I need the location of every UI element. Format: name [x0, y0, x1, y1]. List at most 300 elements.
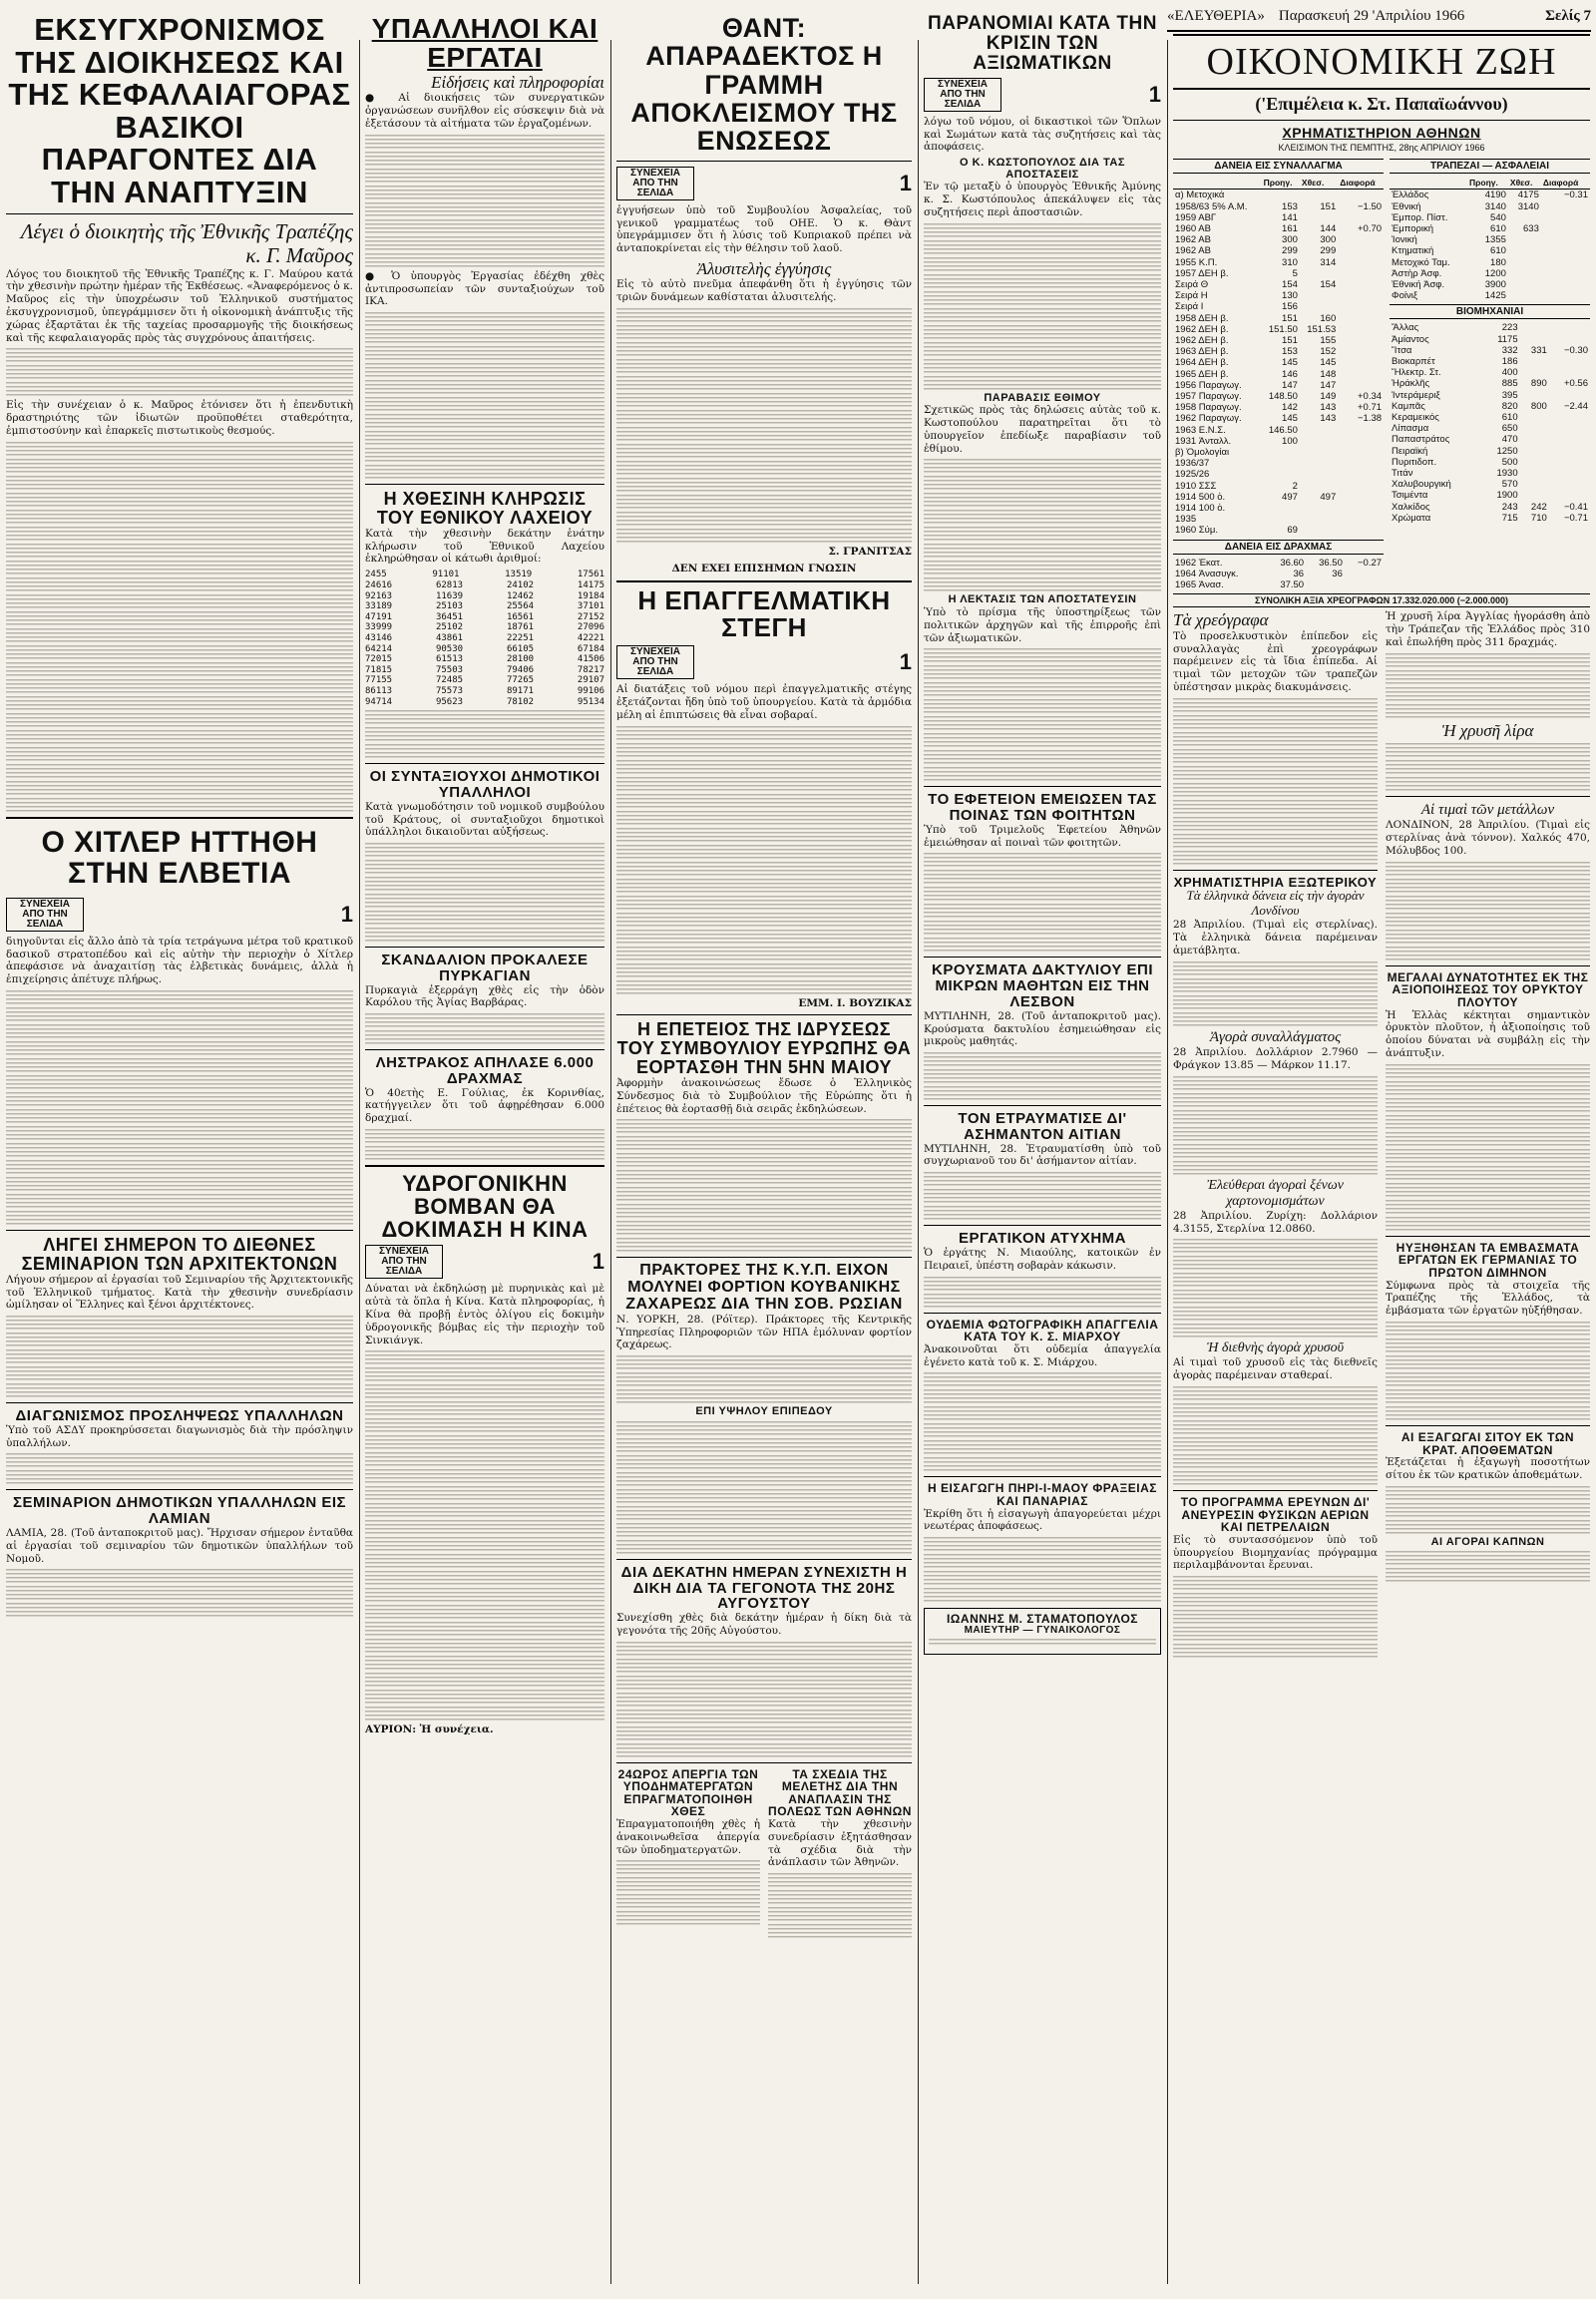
table-header: [1390, 177, 1590, 190]
price-cell: [1338, 492, 1384, 503]
continued-page: 1: [592, 1249, 604, 1275]
table-header: [1173, 177, 1384, 190]
table-row: [1390, 457, 1590, 468]
table-row: [1390, 390, 1590, 401]
lottery-number: 43861: [435, 632, 464, 643]
headline-council-europe: Η ΕΠΕΤΕΙΟΣ ΤΗΣ ΙΔΡΥΣΕΩΣ ΤΟΥ ΣΥΜΒΟΥΛΙΟΥ ΕΥΡΩΠΗΣ ΘΑ ΕΟΡΤΑΣΘΗ ΤΗΝ 5ΗΝ ΜΑΙΟΥ: [616, 1019, 912, 1078]
lottery-number: 28100: [506, 654, 535, 665]
headline-theft: ΛΗΣΤΡΑΚΟΣ ΑΠΗΛΑΣΕ 6.000 ΔΡΑΧΜΑΣ: [375, 1054, 595, 1087]
security-name: Μετοχικό Ταμ.: [1392, 256, 1450, 268]
price-cell: [1262, 469, 1300, 480]
price-cell: [1520, 457, 1549, 468]
headline-foreign: ΧΡΗΜΑΤΙΣΤΗΡΙΑ ΕΞΩΤΕΡΙΚΟΥ: [1173, 874, 1378, 890]
column-header: Χθεσ.: [1300, 177, 1338, 190]
price-cell: [1508, 212, 1541, 223]
price-cell: [1520, 446, 1549, 457]
headline-no-charge: ΟΥΔΕΜΙΑ ΦΩΤΟΓΡΑΦΙΚΗ ΑΠΑΓΓΕΛΙΑ ΚΑΤΑ ΤΟΥ Κ. Σ. ΜΙΑΡΧΟΥ: [926, 1317, 1159, 1344]
article-text: Δύναται νὰ ἐκδηλώσῃ μὲ πυρηνικὰς καὶ μὲ αὐτὰ τὰ ὅπλα ἡ Κίνα. Κατὰ πληροφορίας, ἡ Κίνα θὰ προβῇ ἐντὸς ὀλίγου εἰς δοκιμὴν ὑδρογονικῆς βόμβας εἰς τὴν περιοχὴν τοῦ Σινκιάνγκ.: [365, 1283, 604, 1346]
price-cell: [1338, 335, 1384, 346]
price-cell: [1508, 290, 1541, 301]
price-cell: [1520, 468, 1549, 479]
price-cell: 145: [1320, 357, 1337, 369]
bottom-row: [616, 1768, 912, 1942]
lottery-number: 95623: [435, 696, 464, 707]
price-cell: +0.34: [1357, 391, 1383, 403]
headline-mineral: ΜΕΓΑΛΑΙ ΔΥΝΑΤΟΤΗΤΕΣ ΕΚ ΤΗΣ ΑΞΙΟΠΟΙΗΣΕΩΣ ΤΟΥ ΟΡΥΚΤΟΥ ΠΛΟΥΤΟΥ: [1387, 969, 1589, 1010]
price-cell: 151: [1282, 312, 1298, 324]
price-cell: [1549, 334, 1590, 345]
price-cell: 4190: [1484, 190, 1506, 201]
price-cell: 130: [1282, 290, 1298, 302]
security-name: 1958 Παραγωγ.: [1175, 402, 1242, 414]
lottery-row: [365, 675, 604, 686]
article-text: Εἰς τὸ συντασσόμενον ὑπὸ τοῦ ὑπουργείου Βιομηχανίας πρόγραμμα περιλαμβάνονται ἔρευναι.: [1173, 1533, 1378, 1572]
price-cell: 180: [1490, 256, 1506, 268]
price-cell: [1300, 190, 1338, 201]
lottery-number: 18761: [506, 622, 535, 633]
column-economy: [1173, 34, 1590, 2293]
article-text: ΛΟΝΔΙΝΟΝ, 28 Ἀπριλίου. (Τιμαὶ εἰς στερλίνας ἀνὰ τόννον). Χαλκός 470, Μόλυβδος 100.: [1386, 819, 1590, 858]
price-cell: [1520, 322, 1549, 333]
price-cell: 331: [1530, 344, 1547, 356]
masthead: [1167, 8, 1591, 32]
headline-wounded: ΤΟΝ ΕΤΡΑΥΜΑΤΙΣΕ ΔΙ' ΑΣΗΜΑΝΤΟΝ ΑΙΤΙΑΝ: [958, 1110, 1127, 1143]
article-text: Ἡ Ἑλλὰς κέκτηται σημαντικὸν ὀρυκτὸν πλοῦτον, ἡ ἀξιοποίησις τοῦ ὁποίου δύναται νὰ συμβάλῃ εἰς τὴν ἀνάπτυξιν.: [1386, 1008, 1590, 1060]
price-cell: 151: [1320, 200, 1337, 212]
price-cell: 3900: [1484, 279, 1506, 290]
price-cell: 1175: [1497, 333, 1518, 345]
article-text: Σύμφωνα πρὸς τὰ στοιχεῖα τῆς Τραπέζης τῆς Ἑλλάδος, τὰ ἐμβάσματα τῶν ἐργατῶν ηὐξήθησαν.: [1386, 1279, 1590, 1318]
price-cell: 400: [1501, 367, 1518, 379]
section-title: ΟΙΚΟΝΟΜΙΚΗ ΖΩΗ: [1173, 34, 1590, 90]
price-cell: [1549, 457, 1590, 468]
price-cell: [1262, 190, 1300, 201]
price-cell: [1338, 469, 1384, 480]
price-cell: [1300, 481, 1338, 492]
table-row: [1173, 268, 1384, 279]
lottery-row: [365, 665, 604, 676]
lottery-number: 66105: [506, 643, 535, 654]
price-cell: [1520, 412, 1549, 423]
price-cell: 800: [1530, 400, 1547, 412]
security-name: Βιοκαρπέτ: [1392, 356, 1435, 368]
headline-thant: ΘΑΝΤ: ΑΠΑΡΑΔΕΚΤΟΣ Η ΓΡΑΜΜΗ ΑΠΟΚΛΕΙΣΜΟΥ ΤΗΣ ΕΝΩΣΕΩΣ: [630, 14, 898, 157]
lottery-number: 71815: [365, 664, 393, 675]
section-editor: ('Επιμέλεια κ. Στ. Παπαϊωάννου): [1255, 94, 1508, 114]
table-row: [1173, 279, 1384, 290]
article-text: Αἱ διατάξεις τοῦ νόμου περὶ ἐπαγγελματικῆς στέγης ἐξετάζονται ἤδη ὑπὸ τοῦ ὑπουργείου. Κατὰ τὰ ἀρμόδια μέλη αἱ ἐπιπτώσεις θὰ εἶναι σοβαραί.: [616, 683, 912, 721]
price-cell: 243: [1501, 501, 1518, 513]
price-cell: [1262, 447, 1300, 458]
price-cell: 470: [1501, 434, 1518, 446]
price-cell: 154: [1282, 279, 1298, 290]
table-row: [1173, 492, 1384, 503]
lottery-number: 47191: [365, 611, 393, 622]
advert-name: ΙΩΑΝΝΗΣ Μ. ΣΤΑΜΑΤΟΠΟΥΛΟΣ: [946, 1612, 1139, 1627]
price-cell: 148: [1320, 368, 1337, 380]
headline-wheat: ΑΙ ΕΞΑΓΩΓΑΙ ΣΙΤΟΥ ΕΚ ΤΩΝ ΚΡΑΤ. ΑΠΟΘΕΜΑΤΩΝ: [1400, 1430, 1575, 1457]
security-name: 1914 500 ὁ.: [1175, 491, 1226, 503]
table-row: [1390, 212, 1590, 223]
price-cell: 153: [1282, 346, 1298, 358]
advert-title: ΜΑΙΕΥΤΗΡ — ΓΥΝΑΙΚΟΛΟΓΟΣ: [964, 1624, 1121, 1636]
headline-illegalities: ΠΑΡΑΝΟΜΙΑΙ ΚΑΤΑ ΤΗΝ ΚΡΙΣΙΝ ΤΩΝ ΑΞΙΩΜΑΤΙΚΩΝ: [928, 14, 1157, 74]
price-cell: [1300, 525, 1338, 536]
price-cell: [1345, 579, 1384, 590]
price-cell: 1425: [1484, 290, 1506, 302]
footer-line: ΔΕΝ ΕΧΕΙ ΕΠΙΣΗΜΩΝ ΓΝΩΣΙΝ: [671, 562, 857, 575]
lottery-number: 25564: [506, 601, 535, 612]
lottery-number: 90530: [435, 643, 464, 654]
right-table-col: [1390, 156, 1590, 590]
lottery-number: 89171: [506, 685, 535, 696]
security-name: Σειρά Η: [1175, 290, 1208, 302]
byline: Σ. ΓΡΑΝΙΤΣΑΣ: [828, 546, 912, 559]
loans-table: [1173, 177, 1384, 536]
table-row: [1390, 268, 1590, 279]
security-name: 1958 ΔΕΗ β.: [1175, 312, 1229, 324]
headline-hitler: Ο ΧΙΤΛΕΡ ΗΤΤΗΘΗ ΣΤΗΝ ΕΛΒΕΤΙΑ: [41, 825, 318, 891]
price-cell: 37.50: [1280, 579, 1305, 591]
lottery-number: 75503: [435, 664, 464, 675]
lottery-row: [365, 654, 604, 665]
lottery-numbers: [365, 570, 604, 707]
table-row: [1390, 434, 1590, 445]
security-name: β) Ὁμολογίαι: [1175, 447, 1230, 459]
loans-title: ΔΑΝΕΙΑ ΕΙΣ ΣΥΝΑΛΛΑΓΜΑ: [1173, 159, 1384, 174]
price-cell: [1262, 458, 1300, 469]
article-text: Λόγος του διοικητοῦ τῆς Ἐθνικῆς Τραπέζης κ. Γ. Μαύρου κατά τὴν χθεσινὴν πρώτην ἡμέραν τῆς Ἐκθέσεως. «Ἀναφερόμενος ὁ κ. Μαῦρος εἰς τὴν ὑποχρέωσιν τοῦ Ἑλληνικοῦ συστήματος ἐκσυγχρονισμοῦ, ὑπεγράμμισεν ὅτι ἡ οἰκονομικὴ ἀνάπτυξις τῆς χώρας ἐξαρτᾶται ἐκ τῆς ταχείας προσαρμογῆς τῆς διοικήσεως καὶ τῆς κεφαλαιαγορᾶς πρὸς τὰς συγχρόνους ἀπαιτήσεις.: [6, 267, 353, 344]
lottery-number: 95134: [577, 696, 604, 707]
price-cell: [1338, 290, 1384, 301]
lottery-number: 2455: [365, 570, 387, 580]
price-cell: [1549, 468, 1590, 479]
subhead-guarantee: Ἀλυσιτελὴς ἐγγύησις: [696, 258, 832, 278]
table-row: [1390, 479, 1590, 490]
security-name: 1960 Σύμ.: [1175, 525, 1218, 537]
price-cell: −0.71: [1563, 512, 1588, 524]
price-cell: 143: [1320, 402, 1337, 414]
table-row: [1173, 458, 1384, 469]
lottery-number: 27152: [577, 611, 604, 622]
lottery-number: 43146: [365, 632, 393, 643]
lottery-number: 12462: [506, 590, 535, 601]
price-cell: [1345, 569, 1384, 579]
price-cell: 2: [1292, 480, 1298, 492]
security-name: Ἐθνική: [1392, 200, 1421, 212]
table-row: [1173, 212, 1384, 223]
lottery-number: 16561: [506, 611, 535, 622]
lottery-row: [365, 580, 604, 591]
table-row: [1173, 514, 1384, 525]
table-row: [1173, 391, 1384, 402]
price-cell: [1520, 490, 1549, 501]
price-cell: 300: [1320, 234, 1337, 246]
drachma-loans-table: [1173, 558, 1384, 591]
column-rule: [359, 40, 360, 2284]
article-text: Τὸ προσελκυστικὸν ἐπίπεδον εἰς συναλλαγὰς ἐπὶ χρεογράφων παρέμεινεν εἰς τὰ ἴδια ἐπίπεδα. Αἱ τιμαὶ τῶν μετοχῶν τῶν τραπεζῶν ὑπέστησαν μικρὰς διακυμάνσεις.: [1173, 629, 1378, 694]
price-cell: 890: [1530, 378, 1547, 390]
headline-competition: ΔΙΑΓΩΝΙΣΜΟΣ ΠΡΟΣΛΗΨΕΩΣ ΥΠΑΛΛΗΛΩΝ: [15, 1407, 344, 1425]
lottery-row: [365, 686, 604, 697]
lottery-row: [365, 601, 604, 612]
price-cell: 154: [1320, 279, 1337, 290]
price-cell: 153: [1282, 200, 1298, 212]
security-name: 1964 Ἀνασυγκ.: [1175, 568, 1239, 579]
lottery-row: [365, 612, 604, 623]
price-cell: [1541, 201, 1590, 212]
article-text: διηγοῦνται εἰς ἄλλο ἀπὸ τὰ τρία τετράγωνα μέτρα τοῦ κρατικοῦ δασικοῦ στρατοπέδου καὶ εἰς αὐτὴν τὴν περιοχὴν ὁ Χίτλερ ἀπεφάσισε νὰ ἀναχαιτίσῃ τὰς ἐλβετικὰς δυνάμεις, ἀλλὰ ἡ ἐπιχείρησις ἀπέτυχε πλήρως.: [6, 935, 353, 986]
price-cell: −0.31: [1563, 190, 1588, 201]
article-text: Ὁ 40ετὴς Ε. Γούλιας, ἐκ Κορινθίας, κατήγγειλεν ὅτι τοῦ ἀφῃρέθησαν 6.000 δραχμαί.: [365, 1086, 604, 1125]
plan-article: [768, 1768, 912, 1942]
lottery-row: [365, 622, 604, 633]
price-cell: [1338, 357, 1384, 368]
security-name: Ἄλλας: [1392, 322, 1419, 334]
headline-workers: ΥΠΑΛΛΗΛΟΙ ΚΑΙ ΕΡΓΑΤΑΙ: [371, 14, 598, 74]
security-name: Ἰντεράμεριξ: [1392, 389, 1440, 401]
price-cell: [1338, 268, 1384, 279]
industry-table: [1390, 322, 1590, 524]
column-1: [6, 14, 353, 2293]
lottery-number: 41506: [577, 654, 604, 665]
price-cell: 146: [1282, 368, 1298, 380]
article-text: Ἀνακοινοῦται ὅτι οὐδεμία ἀπαγγελία ἐγένετο κατὰ τοῦ κ. Σ. Μιάρχου.: [924, 1342, 1161, 1368]
article-text: ● Ὁ ὑπουργὸς Ἐργασίας ἐδέχθη χθὲς ἀντιπροσωπείαν τῶν συνταξιούχων τοῦ ΙΚΑ.: [365, 269, 604, 308]
column-header: [1390, 177, 1467, 190]
lottery-number: 36451: [435, 611, 464, 622]
price-cell: [1549, 412, 1590, 423]
price-cell: [1300, 425, 1338, 436]
price-cell: 820: [1501, 400, 1518, 412]
security-name: Καμπᾶς: [1392, 400, 1425, 412]
headline-free-markets: Ἐλεύθεραι ἀγοραὶ ξένων χαρτονομισμάτων: [1207, 1177, 1344, 1209]
lottery-number: 77155: [365, 675, 393, 686]
price-cell: [1300, 436, 1338, 447]
banks-table: [1390, 177, 1590, 301]
price-cell: [1508, 245, 1541, 256]
price-cell: [1541, 279, 1590, 290]
table-row: [1390, 513, 1590, 524]
price-cell: [1508, 279, 1541, 290]
lottery-number: 62813: [435, 579, 464, 590]
security-name: Ἑλλάδος: [1392, 190, 1429, 201]
article-text: ● Αἱ διοικήσεις τῶν συνεργατικῶν ὀργανώσεων συνῆλθον εἰς σύσκεψιν διὰ νὰ ἐξετάσουν τὰ αἰτήματα τῶν ἐργαζομένων.: [365, 92, 604, 130]
price-cell: 155: [1320, 335, 1337, 347]
table-row: [1390, 490, 1590, 501]
table-row: [1390, 502, 1590, 513]
column-header: [1173, 177, 1262, 190]
article-text: 28 Ἀπριλίου. (Τιμαὶ εἰς στερλίνας). Τὰ ἑλληνικὰ δάνεια παρέμειναν ἀμετάβλητα.: [1173, 919, 1378, 957]
price-cell: [1338, 525, 1384, 536]
price-cell: [1549, 356, 1590, 367]
price-cell: 145: [1282, 357, 1298, 369]
lottery-row: [365, 633, 604, 644]
security-name: Ἰονική: [1392, 234, 1417, 246]
price-cell: 151: [1282, 335, 1298, 347]
security-name: 1962 Παραγωγ.: [1175, 413, 1242, 425]
price-cell: [1338, 324, 1384, 335]
price-cell: [1300, 514, 1338, 525]
lottery-number: 75573: [435, 685, 464, 696]
price-cell: −0.41: [1563, 501, 1588, 513]
price-cell: −0.30: [1563, 344, 1588, 356]
security-name: Πειραϊκή: [1392, 445, 1428, 457]
price-cell: 147: [1320, 379, 1337, 391]
price-cell: 151.50: [1268, 323, 1298, 335]
price-cell: [1338, 234, 1384, 245]
price-cell: 3140: [1484, 200, 1506, 212]
subhead-mavros: Λέγει ὁ διοικητὴς τῆς Ἐθνικῆς Τραπέζης κ. Γ. Μαῦρος: [20, 219, 353, 268]
price-cell: 710: [1530, 512, 1547, 524]
price-cell: [1508, 268, 1541, 279]
security-name: 1955 Κ.Π.: [1175, 256, 1218, 268]
price-cell: 395: [1501, 389, 1518, 401]
table-row: [1390, 423, 1590, 434]
table-row: [1390, 345, 1590, 356]
article-text: ΜΥΤΙΛΗΝΗ, 28. Ἐτραυματίσθη ὑπὸ τοῦ συγχωριανοῦ του δι' ἀσήμαντον αἰτίαν.: [924, 1142, 1161, 1168]
price-cell: 310: [1282, 256, 1298, 268]
article-text: Κατὰ τὴν χθεσινὴν δεκάτην ἑνάτην κλήρωσιν τοῦ Ἐθνικοῦ Λαχείου ἐκληρώθησαν οἱ κάτωθι ἀριθμοί:: [365, 527, 604, 566]
security-name: 1959 ΑΒΓ: [1175, 211, 1217, 223]
headline-tobacco: ΑΙ ΑΓΟΡΑΙ ΚΑΠΝΩΝ: [1430, 1535, 1545, 1548]
price-cell: [1549, 434, 1590, 445]
total-value: ΣΥΝΟΛΙΚΗ ΑΞΙΑ ΧΡΕΟΓΡΑΦΩΝ 17.332.020.000 (−2.000.000): [1173, 593, 1590, 607]
table-row: [1173, 380, 1384, 391]
price-cell: [1549, 490, 1590, 501]
security-name: 1931 Ἀνταλλ.: [1175, 435, 1232, 447]
price-cell: [1541, 245, 1590, 256]
table-row: [1390, 334, 1590, 345]
price-cell: [1520, 367, 1549, 378]
price-cell: [1549, 390, 1590, 401]
continued-marker: [6, 898, 353, 932]
table-row: [1390, 367, 1590, 378]
article-text: Ὑπὸ τοῦ Τριμελοῦς Ἐφετείου Ἀθηνῶν ἐμειώθησαν αἱ ποιναὶ τῶν φοιτητῶν.: [924, 823, 1161, 849]
price-cell: [1300, 301, 1338, 312]
lottery-number: 92163: [365, 590, 393, 601]
subhead-high-level: ΕΠΙ ΥΨΗΛΟΥ ΕΠΙΠΕΔΟΥ: [695, 1405, 833, 1418]
table-row: [1173, 413, 1384, 424]
headline-trial: ΔΙΑ ΔΕΚΑΤΗΝ ΗΜΕΡΑΝ ΣΥΝΕΧΙΣΤΗ Η ΔΙΚΗ ΔΙΑ ΤΑ ΓΕΓΟΝΟΤΑ ΤΗΣ 20ΗΣ ΑΥΓΟΥΣΤΟΥ: [620, 1563, 908, 1613]
lottery-number: 42221: [577, 632, 604, 643]
headline-cia-sugar: ΠΡΑΚΤΟΡΕΣ ΤΗΣ Κ.Υ.Π. ΕΙΧΟΝ ΜΟΛΥΝΕΙ ΦΟΡΤΙΟΝ ΚΟΥΒΑΝΙΚΗΣ ΖΑΧΑΡΕΩΣ ΔΙΑ ΤΗΝ ΣΟΒ. ΡΩΣΙΑΝ: [625, 1262, 903, 1314]
table-row: [1390, 412, 1590, 423]
page-number: Σελίς 7: [1545, 8, 1591, 24]
price-cell: 151.53: [1307, 323, 1337, 335]
security-name: 1958/63 5% Α.Μ.: [1175, 200, 1248, 212]
table-row: [1173, 257, 1384, 268]
lottery-number: 29107: [577, 675, 604, 686]
price-cell: [1508, 257, 1541, 268]
price-cell: [1338, 257, 1384, 268]
price-cell: 610: [1490, 222, 1506, 234]
subhead-foreign: Τὰ ἑλληνικὰ δάνεια εἰς τὴν ἀγορὰν Λονδίνου: [1186, 888, 1365, 919]
continued-label: ΣΥΝΕΧΕΙΑ ΑΠΟ ΤΗΝ ΣΕΛΙΔΑ: [365, 1245, 443, 1279]
price-cell: [1262, 514, 1300, 525]
lottery-number: 22251: [506, 632, 535, 643]
security-name: α) Μετοχικά: [1175, 190, 1225, 201]
price-cell: 148.50: [1268, 391, 1298, 403]
security-name: 1965 Ἀνασ.: [1175, 579, 1224, 591]
headline-court: ΤΟ ΕΦΕΤΕΙΟΝ ΕΜΕΙΩΣΕΝ ΤΑΣ ΠΟΙΝΑΣ ΤΩΝ ΦΟΙΤΗΤΩΝ: [928, 791, 1157, 825]
price-cell: 1355: [1484, 234, 1506, 246]
price-cell: 4175: [1517, 190, 1539, 201]
continued-page: 1: [899, 649, 912, 675]
price-cell: 299: [1282, 245, 1298, 257]
continued-label: ΣΥΝΕΧΕΙΑ ΑΠΟ ΤΗΝ ΣΕΛΙΔΑ: [924, 78, 1001, 112]
price-cell: 5: [1292, 267, 1298, 279]
table-row: [1173, 335, 1384, 346]
drachma-loans-title: ΔΑΝΕΙΑ ΕΙΣ ΔΡΑΧΜΑΣ: [1173, 540, 1384, 555]
article-text: Ὁ ἐργάτης Ν. Μιαούλης, κατοικῶν ἐν Πειραιεῖ, ὑπέστη σοβαρὰν κάκωσιν.: [924, 1246, 1161, 1272]
table-row: [1173, 357, 1384, 368]
price-cell: [1520, 434, 1549, 445]
article-text: Ἐκρίθη ὅτι ἡ εἰσαγωγὴ ἀπαγορεύεται μέχρι νεωτέρας ἀποφάσεως.: [924, 1507, 1161, 1533]
lottery-number: 72015: [365, 654, 393, 665]
lottery-number: 99106: [577, 685, 604, 696]
article-text: Ὑπὸ τὸ πρίσμα τῆς ὑποστηρίξεως τῶν πολιτικῶν ἀρχηγῶν καὶ τῆς ἐπιρροῆς ἐπὶ τῶν ἀξιωματικῶν.: [924, 605, 1161, 644]
security-name: 1914 100 ὁ.: [1175, 503, 1226, 515]
headline-gold: Ἡ χρυσῆ λίρα: [1441, 720, 1534, 740]
article-text: Κατὰ τὴν χθεσινὴν συνεδρίασιν ἐξητάσθησαν τὰ σχέδια διὰ τὴν ἀνάπλασιν τῶν Ἀθηνῶν.: [768, 1818, 912, 1869]
price-cell: 497: [1282, 491, 1298, 503]
price-cell: [1541, 212, 1590, 223]
price-cell: +0.70: [1357, 222, 1383, 234]
table-row: [1173, 469, 1384, 480]
price-cell: [1541, 257, 1590, 268]
table-row: [1173, 369, 1384, 380]
security-name: 1962 ΑΒ: [1175, 245, 1211, 257]
price-cell: [1520, 423, 1549, 434]
price-cell: [1338, 301, 1384, 312]
article-text: Συνεχίσθη χθὲς διὰ δεκάτην ἡμέραν ἡ δίκη διὰ τὰ γεγονότα τῆς 20ῆς Αὐγούστου.: [616, 1612, 912, 1637]
left-table-col: [1173, 156, 1384, 590]
price-cell: 36: [1293, 568, 1305, 579]
security-name: 1962 ΔΕΗ β.: [1175, 323, 1229, 335]
continued-label: ΣΥΝΕΧΕΙΑ ΑΠΟ ΤΗΝ ΣΕΛΙΔΑ: [616, 645, 694, 679]
headline-fire: ΣΚΑΝΔΑΛΙΟΝ ΠΡΟΚΑΛΕΣΕ ΠΥΡΚΑΓΙΑΝ: [381, 952, 589, 984]
security-name: Πυριτιδοπ.: [1392, 456, 1437, 468]
table-row: [1390, 468, 1590, 479]
price-cell: 147: [1282, 379, 1298, 391]
column-rule: [610, 40, 611, 2284]
headline-research: ΤΟ ΠΡΟΓΡΑΜΜΑ ΕΡΕΥΝΩΝ ΔΙ' ΑΝΕΥΡΕΣΙΝ ΦΥΣΙΚΩΝ ΑΕΡΙΩΝ ΚΑΙ ΠΕΤΡΕΛΑΙΩΝ: [1180, 1495, 1371, 1535]
price-cell: 141: [1282, 211, 1298, 223]
price-cell: [1300, 469, 1338, 480]
column-2: [365, 14, 604, 2293]
lottery-number: 86113: [365, 685, 393, 696]
continued-marker: [616, 645, 912, 679]
table-row: [1173, 223, 1384, 234]
table-row: [1173, 436, 1384, 447]
price-cell: [1338, 481, 1384, 492]
price-cell: 100: [1282, 435, 1298, 447]
article-text: Ἐπραγματοποιήθη χθὲς ἡ ἀνακοινωθεῖσα ἀπεργία τῶν ὑποδηματεργατῶν.: [616, 1818, 760, 1856]
headline-bonds: Τὰ χρεόγραφα: [1173, 610, 1269, 630]
price-cell: 885: [1501, 378, 1518, 390]
headline-seminar: ΛΗΓΕΙ ΣΗΜΕΡΟΝ ΤΟ ΔΙΕΘΝΕΣ ΣΕΜΙΝΑΡΙΟΝ ΤΩΝ ΑΡΧΙΤΕΚΤΟΝΩΝ: [21, 1234, 338, 1274]
continued-label: ΣΥΝΕΧΕΙΑ ΑΠΟ ΤΗΝ ΣΕΛΙΔΑ: [616, 167, 694, 200]
table-row: [1173, 346, 1384, 357]
article-text: 28 Ἀπριλίου. Ζυρίχη: Δολλάριον 4.3155, Στερλίνα 12.0860.: [1173, 1209, 1378, 1235]
price-cell: −1.38: [1357, 413, 1383, 425]
headline-intl-gold: Ἡ διεθνὴς ἀγορὰ χρυσοῦ: [1206, 1341, 1345, 1356]
lottery-number: 67184: [577, 643, 604, 654]
exchange-title: ΧΡΗΜΑΤΙΣΤΗΡΙΟΝ ΑΘΗΝΩΝ: [1282, 124, 1481, 141]
security-name: Ἀστὴρ Ἀσφ.: [1392, 267, 1442, 279]
price-cell: 1930: [1496, 468, 1518, 480]
